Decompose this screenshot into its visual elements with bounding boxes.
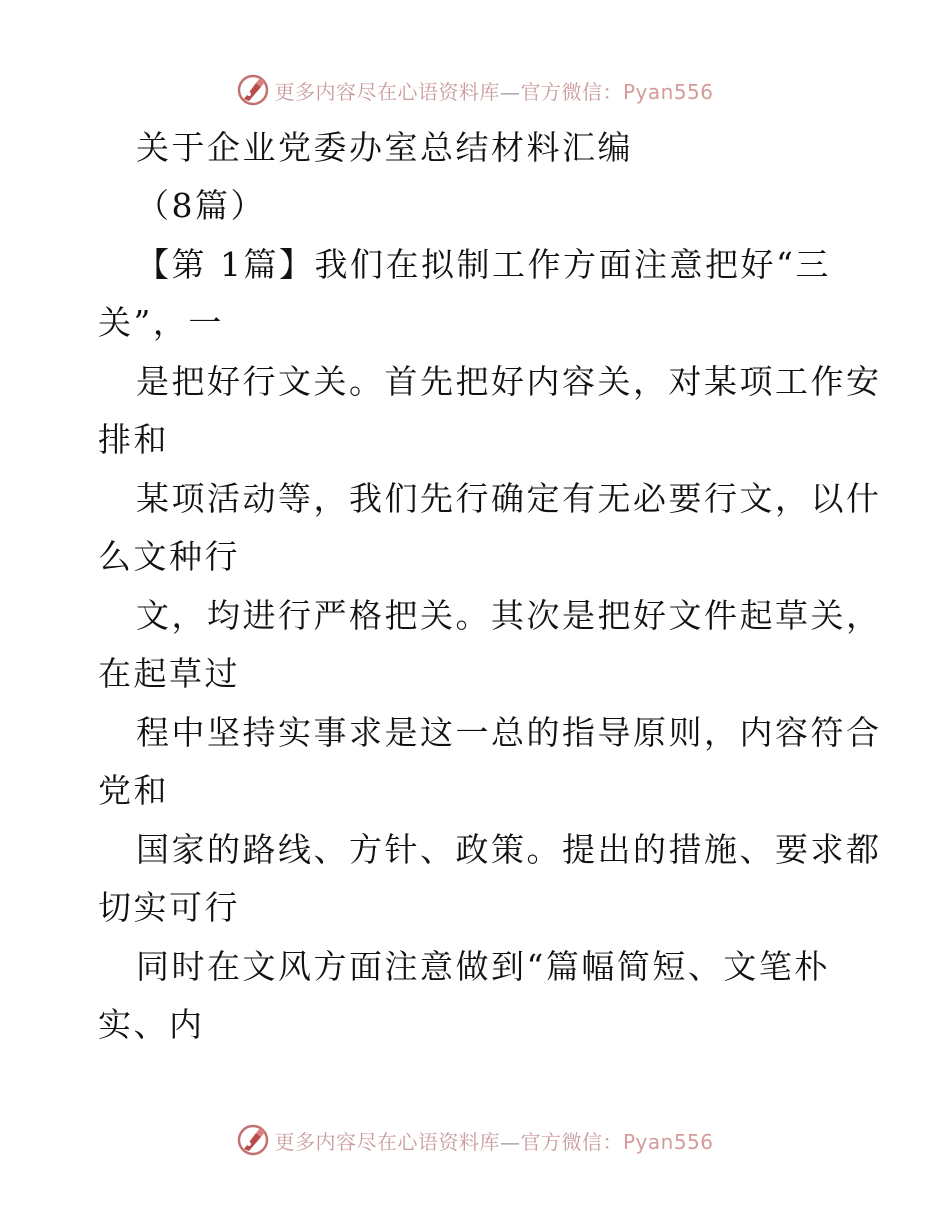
document-title: 关于企业党委办室总结材料汇编 — [136, 128, 633, 167]
paragraph-line: 在起草过 — [98, 654, 240, 693]
paragraph-line: 实、内 — [98, 1005, 205, 1044]
watermark-wechat-id: Pyan556 — [622, 79, 714, 104]
paragraph-line: 国家的路线、方针、政策。提出的措施、要求都 — [136, 830, 882, 869]
paragraph-line: 关”，一 — [98, 303, 224, 342]
watermark-main-text: 更多内容尽在心语资料库 — [274, 1129, 500, 1154]
paragraph-line: 同时在文风方面注意做到“篇幅简短、文笔朴 — [136, 947, 830, 986]
watermark-official-label: 官方微信： — [520, 1129, 623, 1154]
paragraph-line: 程中坚持实事求是这一总的指导原则，内容符合 — [136, 713, 882, 752]
watermark-text — [274, 1126, 713, 1155]
watermark-main-text: 更多内容尽在心语资料库 — [274, 79, 500, 104]
watermark-separator: — — [499, 1129, 521, 1154]
document-subtitle: （8篇） — [136, 186, 266, 225]
paragraph-line: 切实可行 — [98, 888, 240, 927]
pen-nib-logo-icon — [236, 73, 270, 107]
paragraph-line: 【第 1篇】我们在拟制工作方面注意把好“三 — [136, 245, 831, 284]
paragraph-line: 么文种行 — [98, 537, 240, 576]
paragraph-line: 排和 — [98, 420, 169, 459]
paragraph-line: 某项活动等，我们先行确定有无必要行文，以什 — [136, 479, 882, 518]
watermark-official-label: 官方微信： — [520, 79, 623, 104]
paragraph-line: 是把好行文关。首先把好内容关，对某项工作安 — [136, 362, 882, 401]
watermark-text — [274, 76, 713, 105]
watermark-wechat-id: Pyan556 — [622, 1129, 714, 1154]
header-watermark — [0, 70, 950, 110]
pen-nib-logo-icon — [236, 1123, 270, 1157]
footer-watermark — [0, 1120, 950, 1160]
paragraph-line: 文，均进行严格把关。其次是把好文件起草关， — [136, 596, 882, 635]
watermark-separator: — — [499, 79, 521, 104]
paragraph-line: 党和 — [98, 771, 169, 810]
